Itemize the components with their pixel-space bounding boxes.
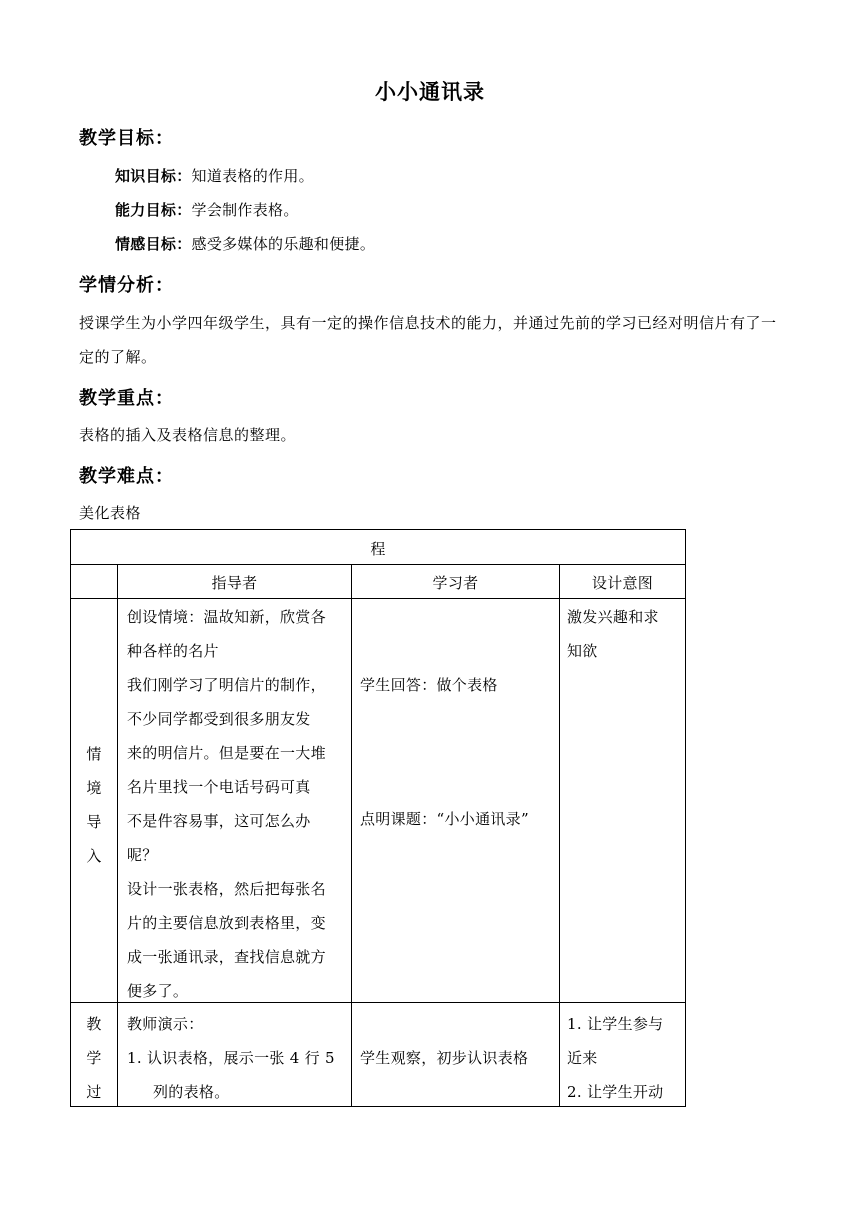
intent-line: 1. 让学生参与 <box>567 1015 664 1033</box>
table-rule <box>71 564 685 565</box>
lesson-table <box>70 529 686 1107</box>
page-title: 小小通讯录 <box>375 80 485 104</box>
learner-cell: 点明课题：“小小通讯录” <box>360 810 529 828</box>
table-rule <box>351 564 352 1106</box>
phase-char: 过 <box>86 1083 102 1101</box>
phase-char: 教 <box>86 1015 102 1033</box>
guide-line: 成一张通讯录，查找信息就方 <box>127 948 326 966</box>
guide-line: 创设情境：温故知新，欣赏各 <box>127 608 326 626</box>
phase-char: 情 <box>86 745 102 763</box>
guide-line: 教师演示： <box>127 1015 204 1033</box>
phase-char: 学 <box>86 1049 102 1067</box>
table-rule <box>559 564 560 1106</box>
guide-line: 我们刚学习了明信片的制作， <box>127 676 326 694</box>
table-top-header: 程 <box>370 540 386 558</box>
goal-ability <box>115 199 299 220</box>
phase-char: 入 <box>86 847 102 865</box>
guide-line: 设计一张表格，然后把每张名 <box>127 880 326 898</box>
goal-text: 知道表格的作用。 <box>191 167 314 185</box>
key-points-text: 表格的插入及表格信息的整理。 <box>79 426 297 444</box>
column-header-learner: 学习者 <box>432 574 479 592</box>
intent-line: 2. 让学生开动 <box>567 1083 664 1101</box>
guide-line: 不是件容易事，这可怎么办 <box>127 812 311 830</box>
goal-text: 学会制作表格。 <box>191 201 299 219</box>
learner-cell: 学生观察，初步认识表格 <box>360 1049 529 1067</box>
table-rule <box>71 598 685 599</box>
goal-label: 情感目标： <box>115 235 192 253</box>
phase-char: 导 <box>86 813 102 831</box>
intent-cell <box>567 1007 685 1109</box>
goal-emotion <box>115 233 375 254</box>
guide-line: 名片里找一个电话号码可真 <box>127 778 311 796</box>
guide-line: 列的表格。 <box>153 1083 230 1101</box>
heading-analysis: 学情分析： <box>79 275 174 296</box>
goal-label: 能力目标： <box>115 201 192 219</box>
table-rule <box>117 564 118 1106</box>
difficult-points-text: 美化表格 <box>79 504 142 522</box>
heading-key-points: 教学重点： <box>79 388 174 409</box>
heading-goals: 教学目标： <box>79 128 174 149</box>
row-phase-label <box>71 737 117 873</box>
goal-knowledge <box>115 165 314 186</box>
guide-line: 种各样的名片 <box>127 642 219 660</box>
guide-cell <box>127 600 351 1008</box>
column-header-intent: 设计意图 <box>591 574 654 592</box>
goal-label: 知识目标： <box>115 167 192 185</box>
learner-cell: 学生回答：做个表格 <box>360 676 498 694</box>
column-header-guide: 指导者 <box>211 574 258 592</box>
intent-line: 知欲 <box>567 642 598 660</box>
heading-difficult-points: 教学难点： <box>79 466 174 487</box>
intent-cell <box>567 600 685 668</box>
guide-line: 片的主要信息放到表格里，变 <box>127 914 326 932</box>
intent-line: 近来 <box>567 1049 598 1067</box>
analysis-paragraph: 授课学生为小学四年级学生，具有一定的操作信息技术的能力，并通过先前的学习已经对明信片有了一定的了解。 <box>79 314 777 366</box>
guide-line: 1. 认识表格，展示一张 4 行 5 <box>127 1049 335 1067</box>
guide-cell <box>127 1007 351 1109</box>
intent-line: 激发兴趣和求 <box>567 608 659 626</box>
goal-text: 感受多媒体的乐趣和便捷。 <box>191 235 376 253</box>
guide-line: 来的明信片。但是要在一大堆 <box>127 744 326 762</box>
guide-line: 便多了。 <box>127 982 189 1000</box>
guide-line: 不少同学都受到很多朋友发 <box>127 710 311 728</box>
phase-char: 境 <box>86 779 102 797</box>
row-phase-label <box>71 1007 117 1109</box>
guide-line: 呢？ <box>127 846 158 864</box>
